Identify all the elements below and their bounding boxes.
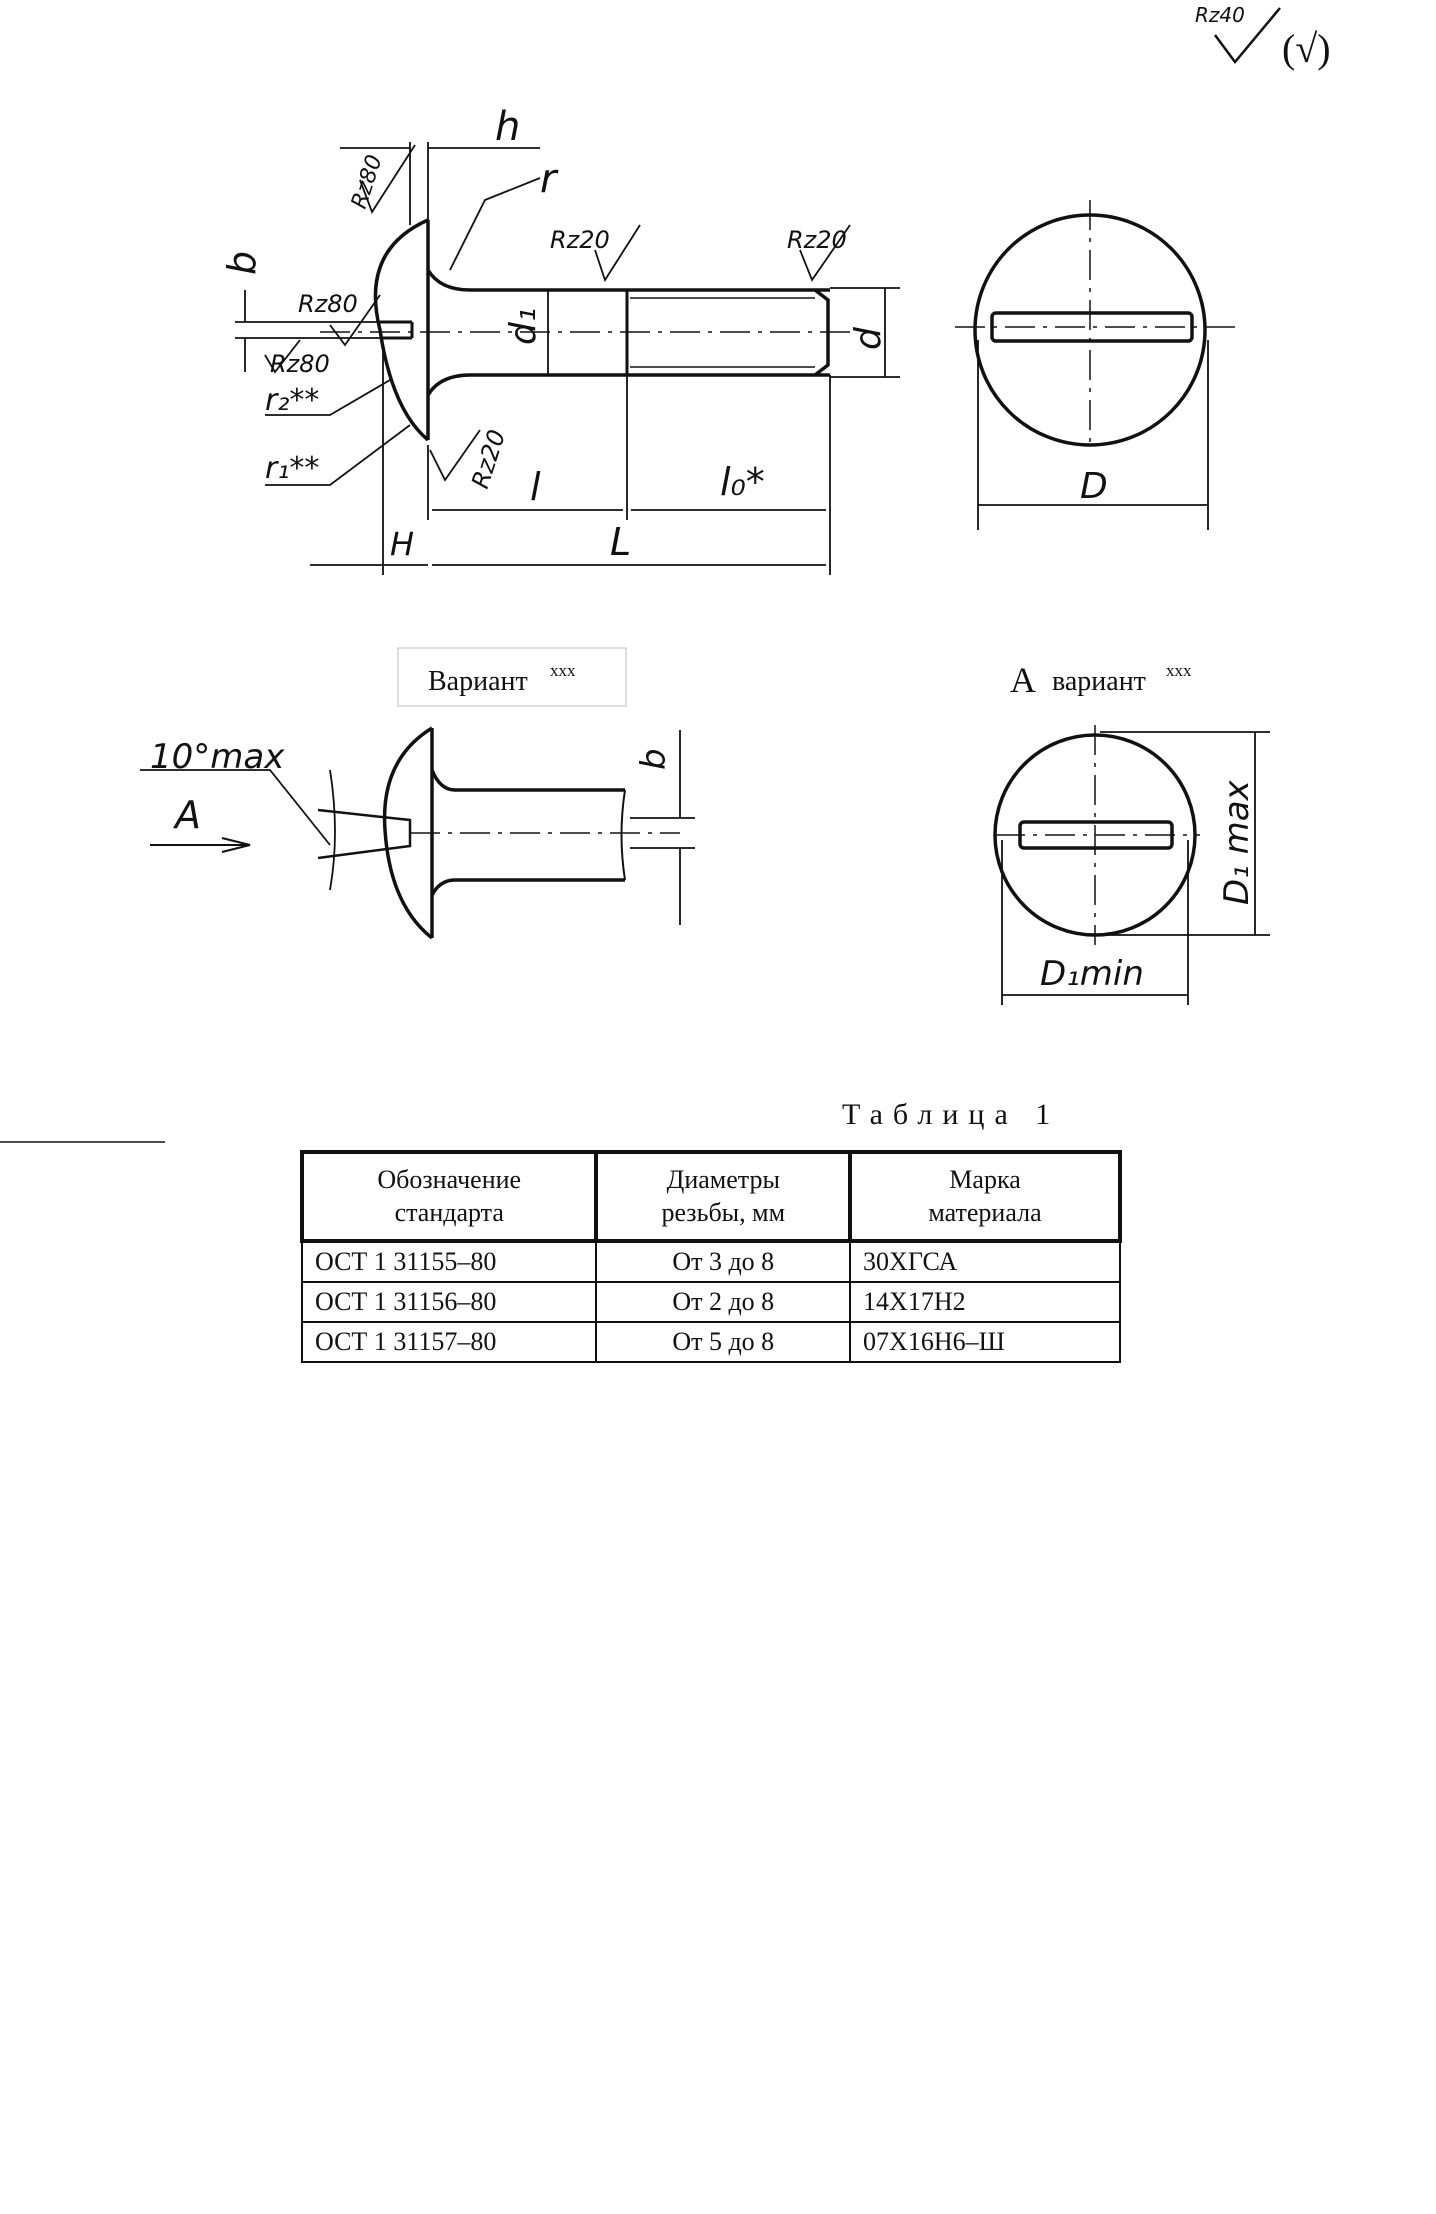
- table-row: [302, 1282, 1120, 1322]
- variant-end-caption: вариант: [1052, 666, 1146, 697]
- roughness-rz20-end: Rz20: [787, 226, 847, 254]
- header-material: Марка материала: [850, 1152, 1120, 1241]
- dim-b: b: [220, 250, 264, 275]
- dim-r2: r₂**: [265, 383, 320, 418]
- dim-D1min: D₁min: [1040, 954, 1144, 994]
- arrow-a-label: A: [175, 793, 201, 837]
- cell-diameters: От 3 до 8: [596, 1241, 850, 1282]
- cell-standard: ОСТ 1 31155–80: [302, 1241, 596, 1282]
- table-row: [302, 1322, 1120, 1362]
- angle-label: 10°max: [150, 737, 285, 777]
- dim-d: d: [848, 327, 889, 350]
- cell-material: 30ХГСА: [850, 1241, 1120, 1282]
- cell-standard: ОСТ 1 31156–80: [302, 1282, 596, 1322]
- table-caption: Таблица 1: [842, 1098, 1061, 1131]
- dim-d1: d₁: [503, 307, 544, 345]
- variant-end-letter: A: [1010, 660, 1036, 700]
- table-row: [302, 1241, 1120, 1282]
- cell-standard: ОСТ 1 31157–80: [302, 1322, 596, 1362]
- dim-D: D: [1080, 466, 1108, 507]
- cell-material: 07Х16Н6–Ш: [850, 1322, 1120, 1362]
- variant-dim-b: b: [634, 748, 674, 770]
- roughness-rz80-under: Rz80: [270, 350, 330, 378]
- header-diameters: Диаметры резьбы, мм: [596, 1152, 850, 1241]
- variant-caption: Вариант: [428, 666, 528, 697]
- dim-L: L: [610, 520, 632, 564]
- variant-end-caption-sup: xxx: [1166, 661, 1192, 680]
- variant-caption-sup: xxx: [550, 661, 576, 680]
- main-view-dimensions: [235, 142, 900, 575]
- dim-h: h: [495, 104, 521, 150]
- dim-D1max: D₁ max: [1217, 780, 1257, 905]
- cell-material: 14Х17Н2: [850, 1282, 1120, 1322]
- standards-table: [300, 1150, 1122, 1363]
- dim-l0: l₀*: [720, 460, 765, 504]
- roughness-top-label: Rz40: [1195, 3, 1245, 27]
- roughness-rz20-face: Rz20: [466, 426, 512, 492]
- dim-H: H: [390, 525, 415, 563]
- roughness-rz80-head: Rz80: [346, 151, 388, 212]
- dim-l: l: [530, 465, 541, 509]
- cell-diameters: От 5 до 8: [596, 1322, 850, 1362]
- roughness-rz80-slot: Rz80: [298, 290, 358, 318]
- dim-r1: r₁**: [265, 451, 320, 486]
- roughness-top-suffix: (√): [1282, 26, 1331, 71]
- roughness-rz20-shank: Rz20: [550, 226, 610, 254]
- header-standard: Обозначение стандарта: [302, 1152, 596, 1241]
- dim-r: r: [540, 156, 557, 202]
- cell-diameters: От 2 до 8: [596, 1282, 850, 1322]
